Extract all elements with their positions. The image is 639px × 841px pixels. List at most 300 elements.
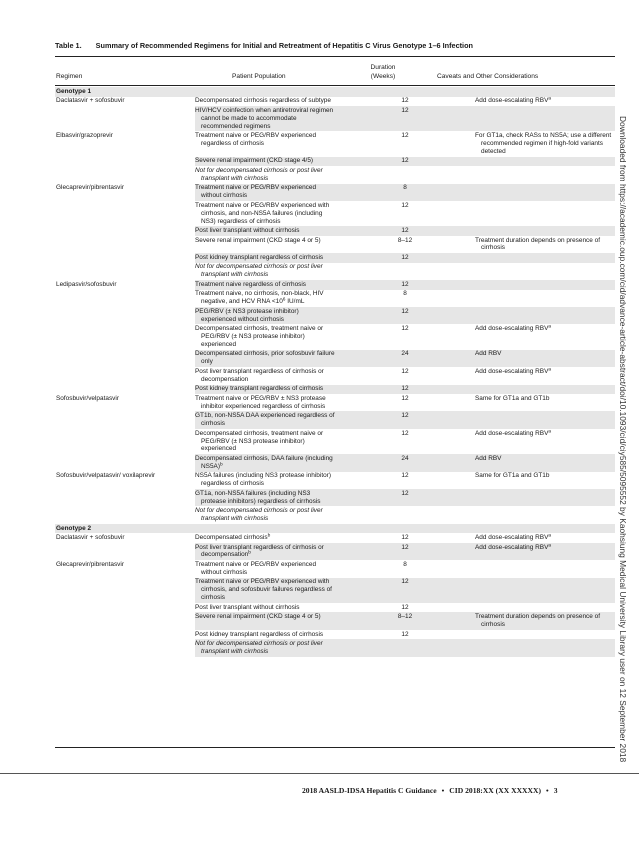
population-text (195, 368, 335, 384)
footer-rule (0, 773, 639, 774)
table-row (55, 429, 615, 454)
population-cell (195, 506, 335, 523)
caveats-text (475, 430, 615, 438)
population-main: Post liver transplant regardless of cirrhosis or decompensation (195, 543, 324, 559)
duration-cell: 12 (401, 603, 409, 611)
header-duration: Duration (Weeks) (370, 64, 396, 80)
table-row (55, 280, 615, 290)
population-main: Decompensated cirrhosis regardless of subtype (195, 97, 331, 105)
footnote-marker: a (548, 429, 552, 435)
duration-cell: 12 (335, 307, 475, 324)
caveats-cell (475, 290, 615, 307)
caveats-cell (475, 429, 615, 454)
table-row (55, 290, 615, 307)
regimen-cell (55, 454, 195, 471)
population-main: GT1a, non-NS5A failures (including NS3 protease inhibitors) regardless of cirrhosis (195, 489, 321, 505)
caveats-text (475, 350, 615, 358)
population-text (195, 290, 335, 306)
caveats-cell (475, 157, 615, 167)
footer-citation: CID 2018:XX (XX XXXXX) (449, 786, 542, 795)
population-text (195, 132, 335, 148)
caveats-main: Treatment duration depends on presence of cirrhosis (475, 236, 601, 252)
regimen-name: Daclatasvir + sofosbuvir (56, 97, 125, 105)
regimen-table (55, 87, 615, 657)
duration-cell: 8–12 (335, 612, 475, 629)
table-row (55, 166, 615, 183)
population-cell (195, 131, 335, 156)
duration-cell: 12 (401, 201, 409, 209)
regimen-cell (55, 307, 195, 324)
population-text (195, 578, 335, 602)
population-text (195, 167, 335, 183)
population-cell (195, 253, 335, 263)
population-main: NS5A failures (including NS3 protease inhibitor) regardless of cirrhosis (195, 472, 331, 488)
caveats-cell (475, 307, 615, 324)
caveats-cell (475, 603, 615, 613)
table-row (55, 106, 615, 131)
caveats-cell (475, 201, 615, 226)
table-row (55, 157, 615, 167)
regimen-cell (55, 184, 195, 201)
regimen-cell (55, 394, 195, 411)
population-cell (195, 612, 335, 629)
population-cell (195, 184, 335, 201)
caveats-main: Add RBV (475, 454, 502, 462)
table-row (55, 367, 615, 384)
header-rule (55, 85, 615, 86)
regimen-cell (55, 367, 195, 384)
population-main: Severe renal impairment (CKD stage 4 or 5) (195, 236, 321, 244)
genotype-heading-row (55, 87, 615, 97)
regimen-cell (55, 131, 195, 156)
population-cell (195, 454, 335, 471)
table-row (55, 394, 615, 411)
header-regimen: Regimen (56, 73, 83, 80)
table-row (55, 578, 615, 603)
table-title: Summary of Recommended Regimens for Initial and Retreatment of Hepatitis C Virus Genotype 1–6 Infection (95, 41, 473, 50)
population-cell (195, 280, 335, 290)
table-row (55, 236, 615, 253)
caveats-text (475, 237, 615, 253)
population-cell (195, 350, 335, 367)
page-footer (302, 786, 558, 795)
population-main: Decompensated cirrhosis (195, 534, 268, 542)
population-cell (195, 560, 335, 577)
population-main: Treatment naive or PEG/RBV experienced without cirrhosis (195, 560, 317, 576)
population-text (195, 308, 335, 324)
caveats-cell (475, 350, 615, 367)
table-row (55, 472, 615, 489)
population-main: Decompensated cirrhosis, treatment naive or PEG/RBV (± NS3 protease inhibitor) experienced (195, 429, 324, 453)
population-cell (195, 603, 335, 613)
duration-cell: 12 (335, 411, 475, 428)
caveats-main: Add dose-escalating RBV (475, 429, 549, 437)
caveats-cell (475, 263, 615, 280)
population-main: Decompensated cirrhosis, treatment naive or PEG/RBV (± NS3 protease inhibitor) experienced (195, 325, 324, 348)
duration-cell: 12 (335, 157, 475, 167)
caveats-cell (475, 394, 615, 411)
caveats-cell (475, 506, 615, 523)
population-text (195, 385, 335, 393)
population-text (195, 184, 335, 200)
population-text (195, 604, 335, 612)
population-text (195, 430, 335, 454)
bottom-rule (55, 747, 615, 748)
download-note (615, 116, 631, 763)
population-main: Treatment naive or PEG/RBV ± NS3 protease inhibitor experienced regardless of cirrhosis (195, 394, 326, 410)
population-text (195, 325, 335, 349)
caveats-text (475, 544, 615, 552)
regimen-cell (55, 411, 195, 428)
population-main: Treatment naive or PEG/RBV experienced with cirrhosis, and non-NS5A failures (including NS3) regardless of cirrhosis (195, 201, 330, 225)
caveats-text (475, 455, 615, 463)
header-population: Patient Population (232, 73, 286, 80)
population-cell (195, 226, 335, 236)
population-text (195, 237, 335, 245)
population-cell (195, 543, 335, 560)
regimen-cell (55, 106, 195, 131)
genotype-heading: Genotype 2 (55, 524, 615, 534)
footer-journal: 2018 AASLD-IDSA Hepatitis C Guidance (302, 786, 437, 795)
population-main: Post kidney transplant regardless of cirrhosis (195, 385, 324, 393)
caveats-cell (475, 226, 615, 236)
population-main: Decompensated cirrhosis, prior sofosbuvir failure only (195, 350, 335, 366)
population-cell (195, 429, 335, 454)
regimen-cell (55, 429, 195, 454)
table-row (55, 533, 615, 543)
duration-cell: 12 (335, 280, 475, 290)
duration-cell: 12 (335, 226, 475, 236)
population-cell (195, 489, 335, 506)
population-main: HIV/HCV coinfection when antiretroviral regimen cannot be made to accommodate recommended regimens (195, 106, 334, 130)
population-cell (195, 324, 335, 349)
population-main: Severe renal impairment (CKD stage 4 or 5) (195, 613, 321, 621)
duration-cell: 12 (335, 543, 475, 560)
population-main: Post liver transplant without cirrhosis (195, 227, 300, 235)
regimen-cell (55, 253, 195, 263)
caveats-cell (475, 97, 615, 107)
caveats-cell (475, 166, 615, 183)
regimen-cell (55, 263, 195, 280)
caveats-cell (475, 253, 615, 263)
population-text (195, 544, 335, 560)
population-main: Decompensated cirrhosis, DAA failure (including NS5A) (195, 454, 333, 470)
regimen-cell (55, 324, 195, 349)
population-cell (195, 97, 335, 107)
duration-cell: 12 (335, 489, 475, 506)
duration-cell (335, 263, 475, 280)
population-cell (195, 411, 335, 428)
population-main: Not for decompensated cirrhosis or post liver transplant with cirrhosis (195, 263, 323, 279)
footnote-marker: a (548, 533, 552, 539)
caveats-cell (475, 324, 615, 349)
duration-cell (335, 639, 475, 656)
footnote-marker: a (548, 367, 552, 373)
caveats-cell (475, 472, 615, 489)
population-cell (195, 394, 335, 411)
population-main: Not for decompensated cirrhosis or post liver transplant with cirrhosis (195, 640, 323, 655)
population-main: PEG/RBV (± NS3 protease inhibitor) experienced without cirrhosis (195, 307, 299, 323)
duration-cell: 24 (335, 454, 475, 471)
population-text (195, 455, 335, 471)
regimen-cell (55, 385, 195, 395)
population-text (195, 97, 335, 105)
caveats-cell (475, 184, 615, 201)
regimen-name: Daclatasvir + sofosbuvir (56, 534, 125, 542)
header-caveats: Caveats and Other Considerations (437, 73, 539, 80)
regimen-cell (55, 97, 195, 107)
population-cell (195, 385, 335, 395)
regimen-name: Sofosbuvir/velpatasvir (56, 394, 119, 402)
population-text (195, 350, 335, 366)
population-main: Not for decompensated cirrhosis or post liver transplant with cirrhosis (195, 166, 323, 182)
population-cell (195, 263, 335, 280)
table-row (55, 630, 615, 640)
table-row (55, 411, 615, 428)
table-row (55, 543, 615, 560)
population-main: Treatment naive or PEG/RBV experienced without cirrhosis (195, 184, 317, 200)
caveats-cell (475, 578, 615, 603)
table-row (55, 560, 615, 577)
caveats-cell (475, 454, 615, 471)
caveats-text (475, 97, 615, 105)
table-number: Table 1. (55, 41, 82, 50)
caveats-cell (475, 533, 615, 543)
population-text (195, 395, 335, 411)
regimen-cell (55, 280, 195, 290)
regimen-cell (55, 236, 195, 253)
duration-cell: 12 (401, 325, 409, 333)
population-cell (195, 578, 335, 603)
caveats-text (475, 325, 615, 333)
table-row (55, 385, 615, 395)
caveats-main: Add dose-escalating RBV (475, 97, 549, 105)
footer-bullet-2: • (546, 786, 549, 795)
table-row (55, 263, 615, 280)
duration-cell: 8–12 (397, 236, 413, 244)
caveats-cell (475, 411, 615, 428)
duration-cell: 12 (401, 429, 409, 437)
population-cell (195, 106, 335, 131)
table-row (55, 612, 615, 629)
population-text (195, 534, 335, 542)
caveats-cell (475, 280, 615, 290)
caveats-text (475, 534, 615, 542)
caveats-main: Add RBV (475, 350, 502, 358)
caveats-cell (475, 639, 615, 656)
caveats-main: For GT1a, check RASs to NS5A; use a different recommended regimen if high-fold variants detected (475, 132, 612, 155)
population-text (195, 281, 335, 289)
duration-cell: 12 (335, 578, 475, 603)
regimen-cell (55, 506, 195, 523)
population-tail: IU/mL (285, 298, 305, 306)
regimen-name: Glecaprevir/pibrentasvir (56, 560, 124, 568)
regimen-name: Elbasvir/grazoprevir (56, 132, 113, 140)
duration-cell: 12 (335, 385, 475, 395)
duration-cell: 12 (401, 367, 409, 375)
footnote-marker: 6 (282, 297, 286, 303)
population-main: Severe renal impairment (CKD stage 4/5) (195, 157, 314, 165)
population-text (195, 561, 335, 577)
caveats-cell (475, 543, 615, 560)
download-note-text: Downloaded from https://academic.oup.com/cid/advance-article-abstract/doi/10.1093/cid/ciy585/5095552 by Kaohsiung Medical University Library user on 12 September 2018 (618, 116, 628, 763)
caveats-text (475, 368, 615, 376)
page-number: 3 (553, 786, 558, 795)
regimen-cell (55, 603, 195, 613)
regimen-cell (55, 226, 195, 236)
population-cell (195, 307, 335, 324)
population-cell (195, 472, 335, 489)
regimen-name: Glecaprevir/pibrentasvir (56, 184, 124, 192)
duration-cell: 12 (401, 394, 409, 402)
population-text (195, 507, 335, 523)
population-main: Treatment naive regardless of cirrhosis (195, 280, 307, 288)
table-row (55, 97, 615, 107)
footnote-marker: a (548, 96, 552, 102)
footnote-marker: b (219, 462, 223, 468)
table-row (55, 324, 615, 349)
population-main: Not for decompensated cirrhosis or post liver transplant with cirrhosis (195, 507, 323, 523)
caveats-cell (475, 489, 615, 506)
regimen-cell (55, 489, 195, 506)
footer-bullet: • (441, 786, 445, 795)
population-text (195, 472, 335, 488)
caveats-main: Add dose-escalating RBV (475, 543, 549, 551)
population-text (195, 631, 335, 639)
duration-cell (335, 166, 475, 183)
population-cell (195, 201, 335, 226)
table-row (55, 201, 615, 226)
caveats-cell (475, 106, 615, 131)
caveats-cell (475, 630, 615, 640)
table-row (55, 454, 615, 471)
population-main: Post liver transplant regardless of cirrhosis or decompensation (195, 367, 324, 383)
footnote-marker: b (248, 550, 251, 556)
table-row (55, 253, 615, 263)
table-row (55, 226, 615, 236)
table-row (55, 307, 615, 324)
duration-cell: 24 (335, 350, 475, 367)
regimen-cell (55, 201, 195, 226)
population-main: GT1b, non-NS5A DAA experienced regardless of cirrhosis (195, 412, 335, 428)
population-text (195, 613, 335, 621)
population-cell (195, 367, 335, 384)
regimen-cell (55, 166, 195, 183)
regimen-name: Ledipasvir/sofosbuvir (56, 280, 117, 288)
footnote-marker: a (548, 324, 552, 330)
table-row (55, 350, 615, 367)
caveats-main: Same for GT1a and GT1b (475, 394, 550, 402)
top-rule (55, 56, 615, 57)
population-cell (195, 290, 335, 307)
table-row (55, 489, 615, 506)
caveats-main: Add dose-escalating RBV (475, 534, 549, 542)
population-main: Post kidney transplant regardless of cirrhosis (195, 630, 324, 638)
population-main: Treatment naive or PEG/RBV experienced regardless of cirrhosis (195, 132, 317, 148)
caveats-text (475, 395, 615, 403)
regimen-cell (55, 157, 195, 167)
population-cell (195, 166, 335, 183)
population-cell (195, 533, 335, 543)
regimen-cell (55, 630, 195, 640)
caveats-main: Treatment duration depends on presence of cirrhosis (475, 613, 601, 629)
duration-cell: 12 (401, 132, 409, 140)
regimen-cell (55, 350, 195, 367)
duration-cell: 12 (335, 253, 475, 263)
footnote-marker: b (267, 533, 271, 539)
regimen-cell (55, 612, 195, 629)
population-text (195, 490, 335, 506)
caveats-main: Add dose-escalating RBV (475, 367, 549, 375)
genotype-heading-row (55, 524, 615, 534)
population-main: Post liver transplant without cirrhosis (195, 603, 300, 611)
table-row (55, 184, 615, 201)
regimen-cell (55, 290, 195, 307)
duration-cell (335, 506, 475, 523)
population-text (195, 227, 335, 235)
table-row (55, 506, 615, 523)
population-text (195, 254, 335, 262)
caveats-main: Add dose-escalating RBV (475, 325, 549, 333)
population-cell (195, 157, 335, 167)
population-text (195, 157, 335, 165)
caveats-cell (475, 131, 615, 156)
duration-cell: 12 (401, 630, 409, 638)
caveats-main: Same for GT1a and GT1b (475, 472, 550, 480)
duration-cell: 12 (335, 106, 475, 131)
duration-cell: 12 (401, 534, 409, 542)
regimen-cell (55, 560, 195, 577)
population-text (195, 107, 335, 131)
population-text (195, 412, 335, 428)
population-text (195, 640, 335, 656)
population-text (195, 202, 335, 226)
regimen-name: Sofosbuvir/velpatasvir/ voxilaprevir (56, 472, 156, 480)
population-main: Post kidney transplant regardless of cirrhosis (195, 253, 324, 261)
duration-cell: 8 (335, 184, 475, 201)
regimen-cell (55, 472, 195, 489)
footnote-marker: a (548, 543, 552, 549)
population-text (195, 263, 335, 279)
caveats-cell (475, 612, 615, 629)
caveats-text (475, 613, 615, 629)
regimen-cell (55, 533, 195, 543)
population-cell (195, 630, 335, 640)
table-row (55, 603, 615, 613)
duration-cell: 8 (403, 560, 407, 568)
caveats-cell (475, 236, 615, 253)
population-cell (195, 639, 335, 656)
duration-cell: 12 (401, 472, 409, 480)
caveats-cell (475, 367, 615, 384)
genotype-heading: Genotype 1 (55, 87, 615, 97)
population-main: Treatment naive or PEG/RBV experienced with cirrhosis, and sofosbuvir failures regardless of cirrhosis (195, 578, 332, 602)
table-caption (55, 41, 595, 50)
population-cell (195, 236, 335, 253)
population-main: Treatment naive, no cirrhosis, non-black, HIV negative, and HCV RNA <10 (195, 290, 324, 306)
duration-cell: 12 (401, 97, 409, 105)
table-row (55, 639, 615, 656)
caveats-cell (475, 385, 615, 395)
caveats-text (475, 472, 615, 480)
duration-cell: 8 (403, 290, 407, 298)
regimen-cell (55, 578, 195, 603)
table-row (55, 131, 615, 156)
caveats-cell (475, 560, 615, 577)
regimen-cell (55, 543, 195, 560)
caveats-text (475, 132, 615, 156)
regimen-cell (55, 639, 195, 656)
